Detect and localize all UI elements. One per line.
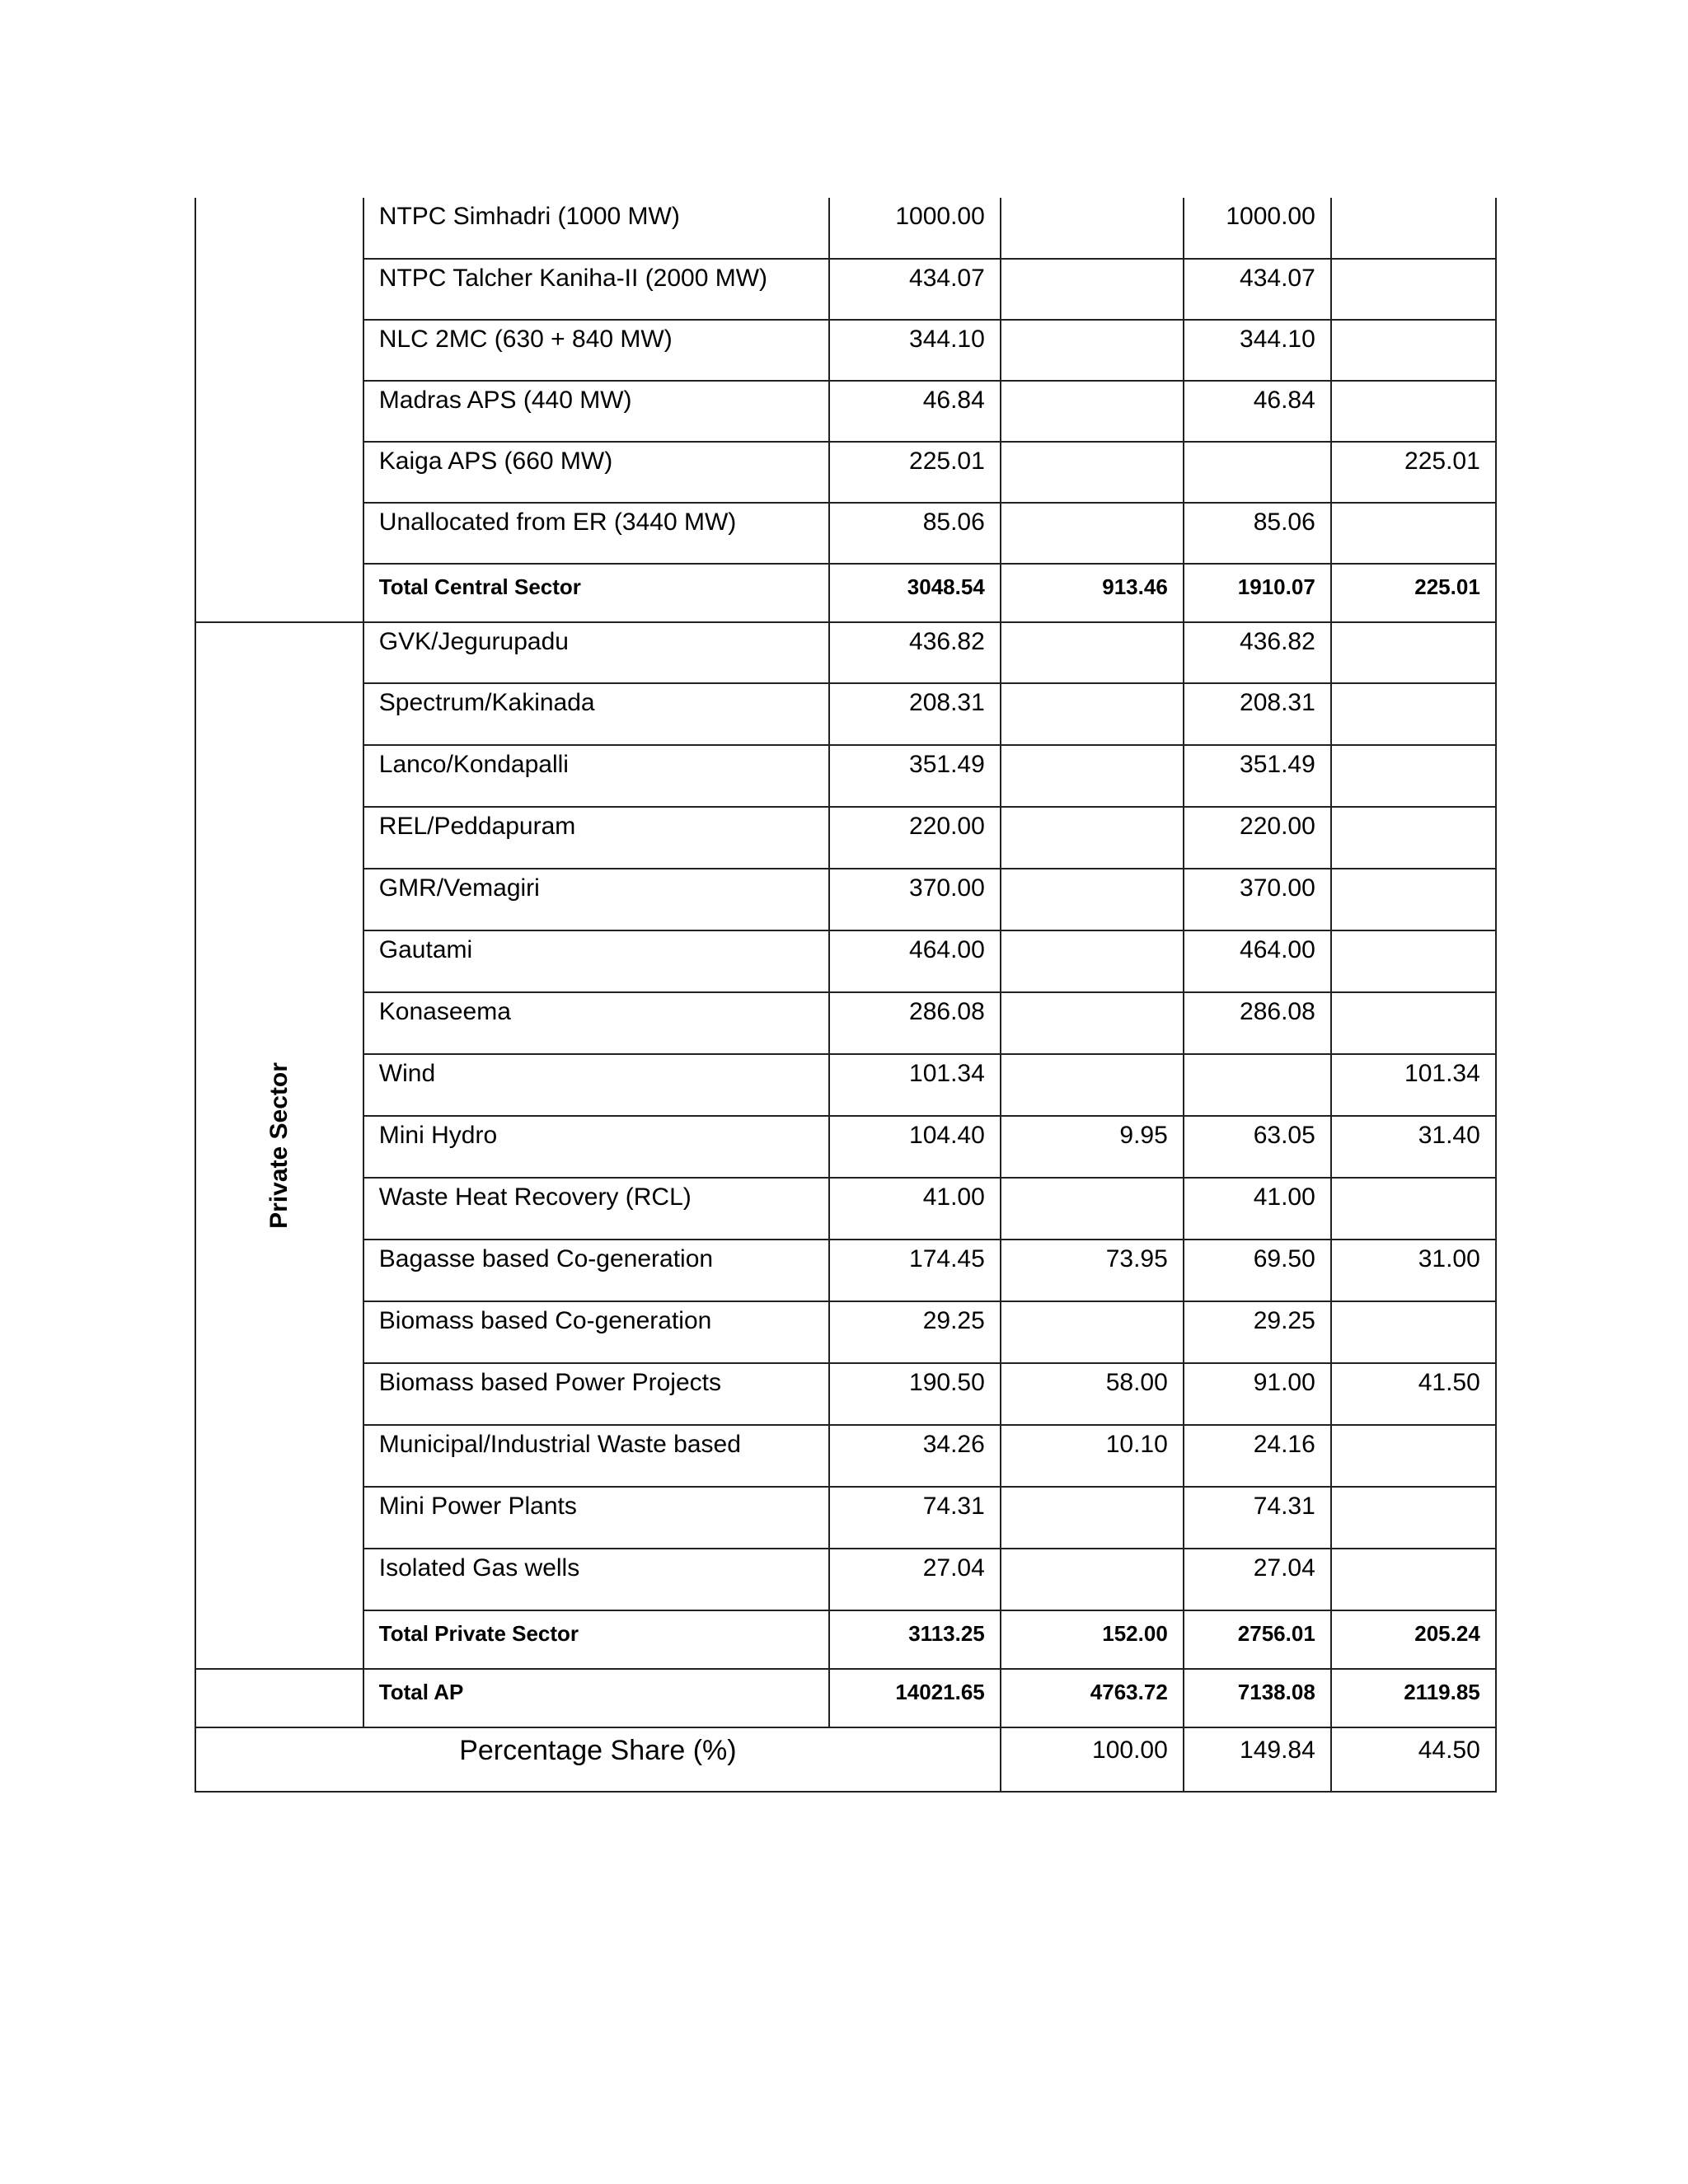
cell-value: 10.10	[1001, 1425, 1184, 1487]
table-row	[195, 992, 1496, 1054]
cell-value	[1331, 1425, 1496, 1487]
cell-value	[1184, 1054, 1331, 1116]
central-total-row	[195, 564, 1496, 622]
table-row	[195, 1054, 1496, 1116]
cell-value: 9.95	[1001, 1116, 1184, 1178]
cell-value: 208.31	[829, 683, 1001, 745]
cell-value	[1331, 683, 1496, 745]
table-row	[195, 503, 1496, 564]
row-name: Madras APS (440 MW)	[363, 381, 829, 442]
cell-value: 225.01	[829, 442, 1001, 503]
cell-value: 4763.72	[1001, 1669, 1184, 1727]
row-name: Spectrum/Kakinada	[363, 683, 829, 745]
row-name: REL/Peddapuram	[363, 807, 829, 869]
cell-value: 29.25	[829, 1301, 1001, 1363]
cell-value: 1000.00	[829, 198, 1001, 259]
cell-value	[1331, 1487, 1496, 1549]
cell-value: 74.31	[829, 1487, 1001, 1549]
row-name: Total Private Sector	[363, 1610, 829, 1669]
row-name: Bagasse based Co-generation	[363, 1240, 829, 1301]
cell-value	[1001, 381, 1184, 442]
cell-value	[1331, 381, 1496, 442]
row-name: Gautami	[363, 930, 829, 992]
row-name: Total Central Sector	[363, 564, 829, 622]
cell-value	[1001, 320, 1184, 381]
table-row	[195, 1116, 1496, 1178]
cell-value: 913.46	[1001, 564, 1184, 622]
table-row	[195, 807, 1496, 869]
cell-value: 85.06	[1184, 503, 1331, 564]
cell-value	[1331, 1178, 1496, 1240]
cell-value: 101.34	[1331, 1054, 1496, 1116]
row-name: Mini Hydro	[363, 1116, 829, 1178]
cell-value: 41.00	[829, 1178, 1001, 1240]
cell-value	[1331, 930, 1496, 992]
row-name: Unallocated from ER (3440 MW)	[363, 503, 829, 564]
cell-value	[1001, 503, 1184, 564]
cell-value: 63.05	[1184, 1116, 1331, 1178]
cell-value: 31.40	[1331, 1116, 1496, 1178]
table-row	[195, 683, 1496, 745]
table-row	[195, 1363, 1496, 1425]
cell-value: 1000.00	[1184, 198, 1331, 259]
cell-value: 149.84	[1184, 1727, 1331, 1792]
cell-value: 2756.01	[1184, 1610, 1331, 1669]
cell-value: 436.82	[829, 622, 1001, 683]
cell-value: 27.04	[1184, 1549, 1331, 1610]
cell-value	[1001, 259, 1184, 320]
private-total-row	[195, 1610, 1496, 1669]
row-name: NLC 2MC (630 + 840 MW)	[363, 320, 829, 381]
cell-value: 29.25	[1184, 1301, 1331, 1363]
cell-value: 174.45	[829, 1240, 1001, 1301]
cell-value	[1001, 442, 1184, 503]
cell-value	[1001, 683, 1184, 745]
cell-value: 351.49	[829, 745, 1001, 807]
table-row	[195, 381, 1496, 442]
cell-value: 85.06	[829, 503, 1001, 564]
cell-value	[1331, 198, 1496, 259]
power-capacity-table	[195, 198, 1497, 1793]
cell-value: 208.31	[1184, 683, 1331, 745]
cell-value: 7138.08	[1184, 1669, 1331, 1727]
cell-value	[1001, 1054, 1184, 1116]
cell-value: 464.00	[829, 930, 1001, 992]
cell-value: 225.01	[1331, 564, 1496, 622]
cell-value	[1001, 1487, 1184, 1549]
cell-value: 2119.85	[1331, 1669, 1496, 1727]
cell-value: 225.01	[1331, 442, 1496, 503]
row-name: Total AP	[363, 1669, 829, 1727]
table-row	[195, 1178, 1496, 1240]
cell-value	[1001, 1549, 1184, 1610]
cell-value: 24.16	[1184, 1425, 1331, 1487]
cell-value	[1331, 259, 1496, 320]
cell-value	[1331, 1301, 1496, 1363]
cell-value: 436.82	[1184, 622, 1331, 683]
sector-label: Private Sector	[265, 1062, 293, 1229]
cell-value: 44.50	[1331, 1727, 1496, 1792]
cell-value	[1184, 442, 1331, 503]
row-name: Lanco/Kondapalli	[363, 745, 829, 807]
table-row	[195, 320, 1496, 381]
table-row	[195, 930, 1496, 992]
table-row	[195, 1549, 1496, 1610]
table-row	[195, 442, 1496, 503]
table-row	[195, 1425, 1496, 1487]
cell-value: 205.24	[1331, 1610, 1496, 1669]
cell-value: 370.00	[1184, 869, 1331, 930]
cell-value	[1001, 1301, 1184, 1363]
cell-value: 3113.25	[829, 1610, 1001, 1669]
cell-value	[1001, 930, 1184, 992]
central-sector-cell	[195, 198, 363, 622]
table-row	[195, 622, 1496, 683]
cell-value: 41.00	[1184, 1178, 1331, 1240]
table-body	[195, 198, 1496, 1792]
cell-value	[1001, 622, 1184, 683]
cell-value	[1331, 1549, 1496, 1610]
cell-value: 434.07	[1184, 259, 1331, 320]
table-row	[195, 869, 1496, 930]
cell-value: 3048.54	[829, 564, 1001, 622]
cell-value: 46.84	[829, 381, 1001, 442]
cell-value: 74.31	[1184, 1487, 1331, 1549]
cell-value: 351.49	[1184, 745, 1331, 807]
row-name: Wind	[363, 1054, 829, 1116]
row-name: Municipal/Industrial Waste based	[363, 1425, 829, 1487]
cell-value	[1001, 992, 1184, 1054]
cell-value	[1001, 807, 1184, 869]
table-row	[195, 1487, 1496, 1549]
cell-value: 41.50	[1331, 1363, 1496, 1425]
cell-value: 101.34	[829, 1054, 1001, 1116]
percentage-row	[195, 1727, 1496, 1792]
cell-value	[1331, 320, 1496, 381]
cell-value: 434.07	[829, 259, 1001, 320]
grand-total-row	[195, 1669, 1496, 1727]
table-row	[195, 259, 1496, 320]
row-name: GMR/Vemagiri	[363, 869, 829, 930]
cell-value: 31.00	[1331, 1240, 1496, 1301]
cell-value: 220.00	[1184, 807, 1331, 869]
percentage-label: Percentage Share (%)	[195, 1727, 1001, 1792]
blank-cell	[195, 1669, 363, 1727]
cell-value: 1910.07	[1184, 564, 1331, 622]
cell-value: 286.08	[1184, 992, 1331, 1054]
cell-value	[1001, 745, 1184, 807]
private-sector-cell	[195, 622, 363, 1669]
cell-value: 91.00	[1184, 1363, 1331, 1425]
row-name: Isolated Gas wells	[363, 1549, 829, 1610]
row-name: Biomass based Co-generation	[363, 1301, 829, 1363]
cell-value	[1331, 745, 1496, 807]
row-name: Kaiga APS (660 MW)	[363, 442, 829, 503]
cell-value: 344.10	[829, 320, 1001, 381]
cell-value	[1331, 807, 1496, 869]
cell-value	[1331, 992, 1496, 1054]
cell-value: 190.50	[829, 1363, 1001, 1425]
cell-value: 104.40	[829, 1116, 1001, 1178]
cell-value: 14021.65	[829, 1669, 1001, 1727]
row-name: Konaseema	[363, 992, 829, 1054]
cell-value: 27.04	[829, 1549, 1001, 1610]
table-row	[195, 1240, 1496, 1301]
cell-value: 46.84	[1184, 381, 1331, 442]
cell-value	[1331, 622, 1496, 683]
cell-value: 69.50	[1184, 1240, 1331, 1301]
table-row	[195, 745, 1496, 807]
cell-value: 73.95	[1001, 1240, 1184, 1301]
cell-value: 370.00	[829, 869, 1001, 930]
row-name: Mini Power Plants	[363, 1487, 829, 1549]
cell-value	[1001, 869, 1184, 930]
cell-value	[1001, 198, 1184, 259]
row-name: NTPC Simhadri (1000 MW)	[363, 198, 829, 259]
cell-value: 220.00	[829, 807, 1001, 869]
cell-value	[1331, 869, 1496, 930]
cell-value: 286.08	[829, 992, 1001, 1054]
cell-value	[1331, 503, 1496, 564]
table-row	[195, 198, 1496, 259]
cell-value: 100.00	[1001, 1727, 1184, 1792]
cell-value: 464.00	[1184, 930, 1331, 992]
row-name: GVK/Jegurupadu	[363, 622, 829, 683]
row-name: Biomass based Power Projects	[363, 1363, 829, 1425]
row-name: Waste Heat Recovery (RCL)	[363, 1178, 829, 1240]
row-name: NTPC Talcher Kaniha-II (2000 MW)	[363, 259, 829, 320]
cell-value: 344.10	[1184, 320, 1331, 381]
cell-value: 34.26	[829, 1425, 1001, 1487]
cell-value: 152.00	[1001, 1610, 1184, 1669]
cell-value	[1001, 1178, 1184, 1240]
table-row	[195, 1301, 1496, 1363]
cell-value: 58.00	[1001, 1363, 1184, 1425]
